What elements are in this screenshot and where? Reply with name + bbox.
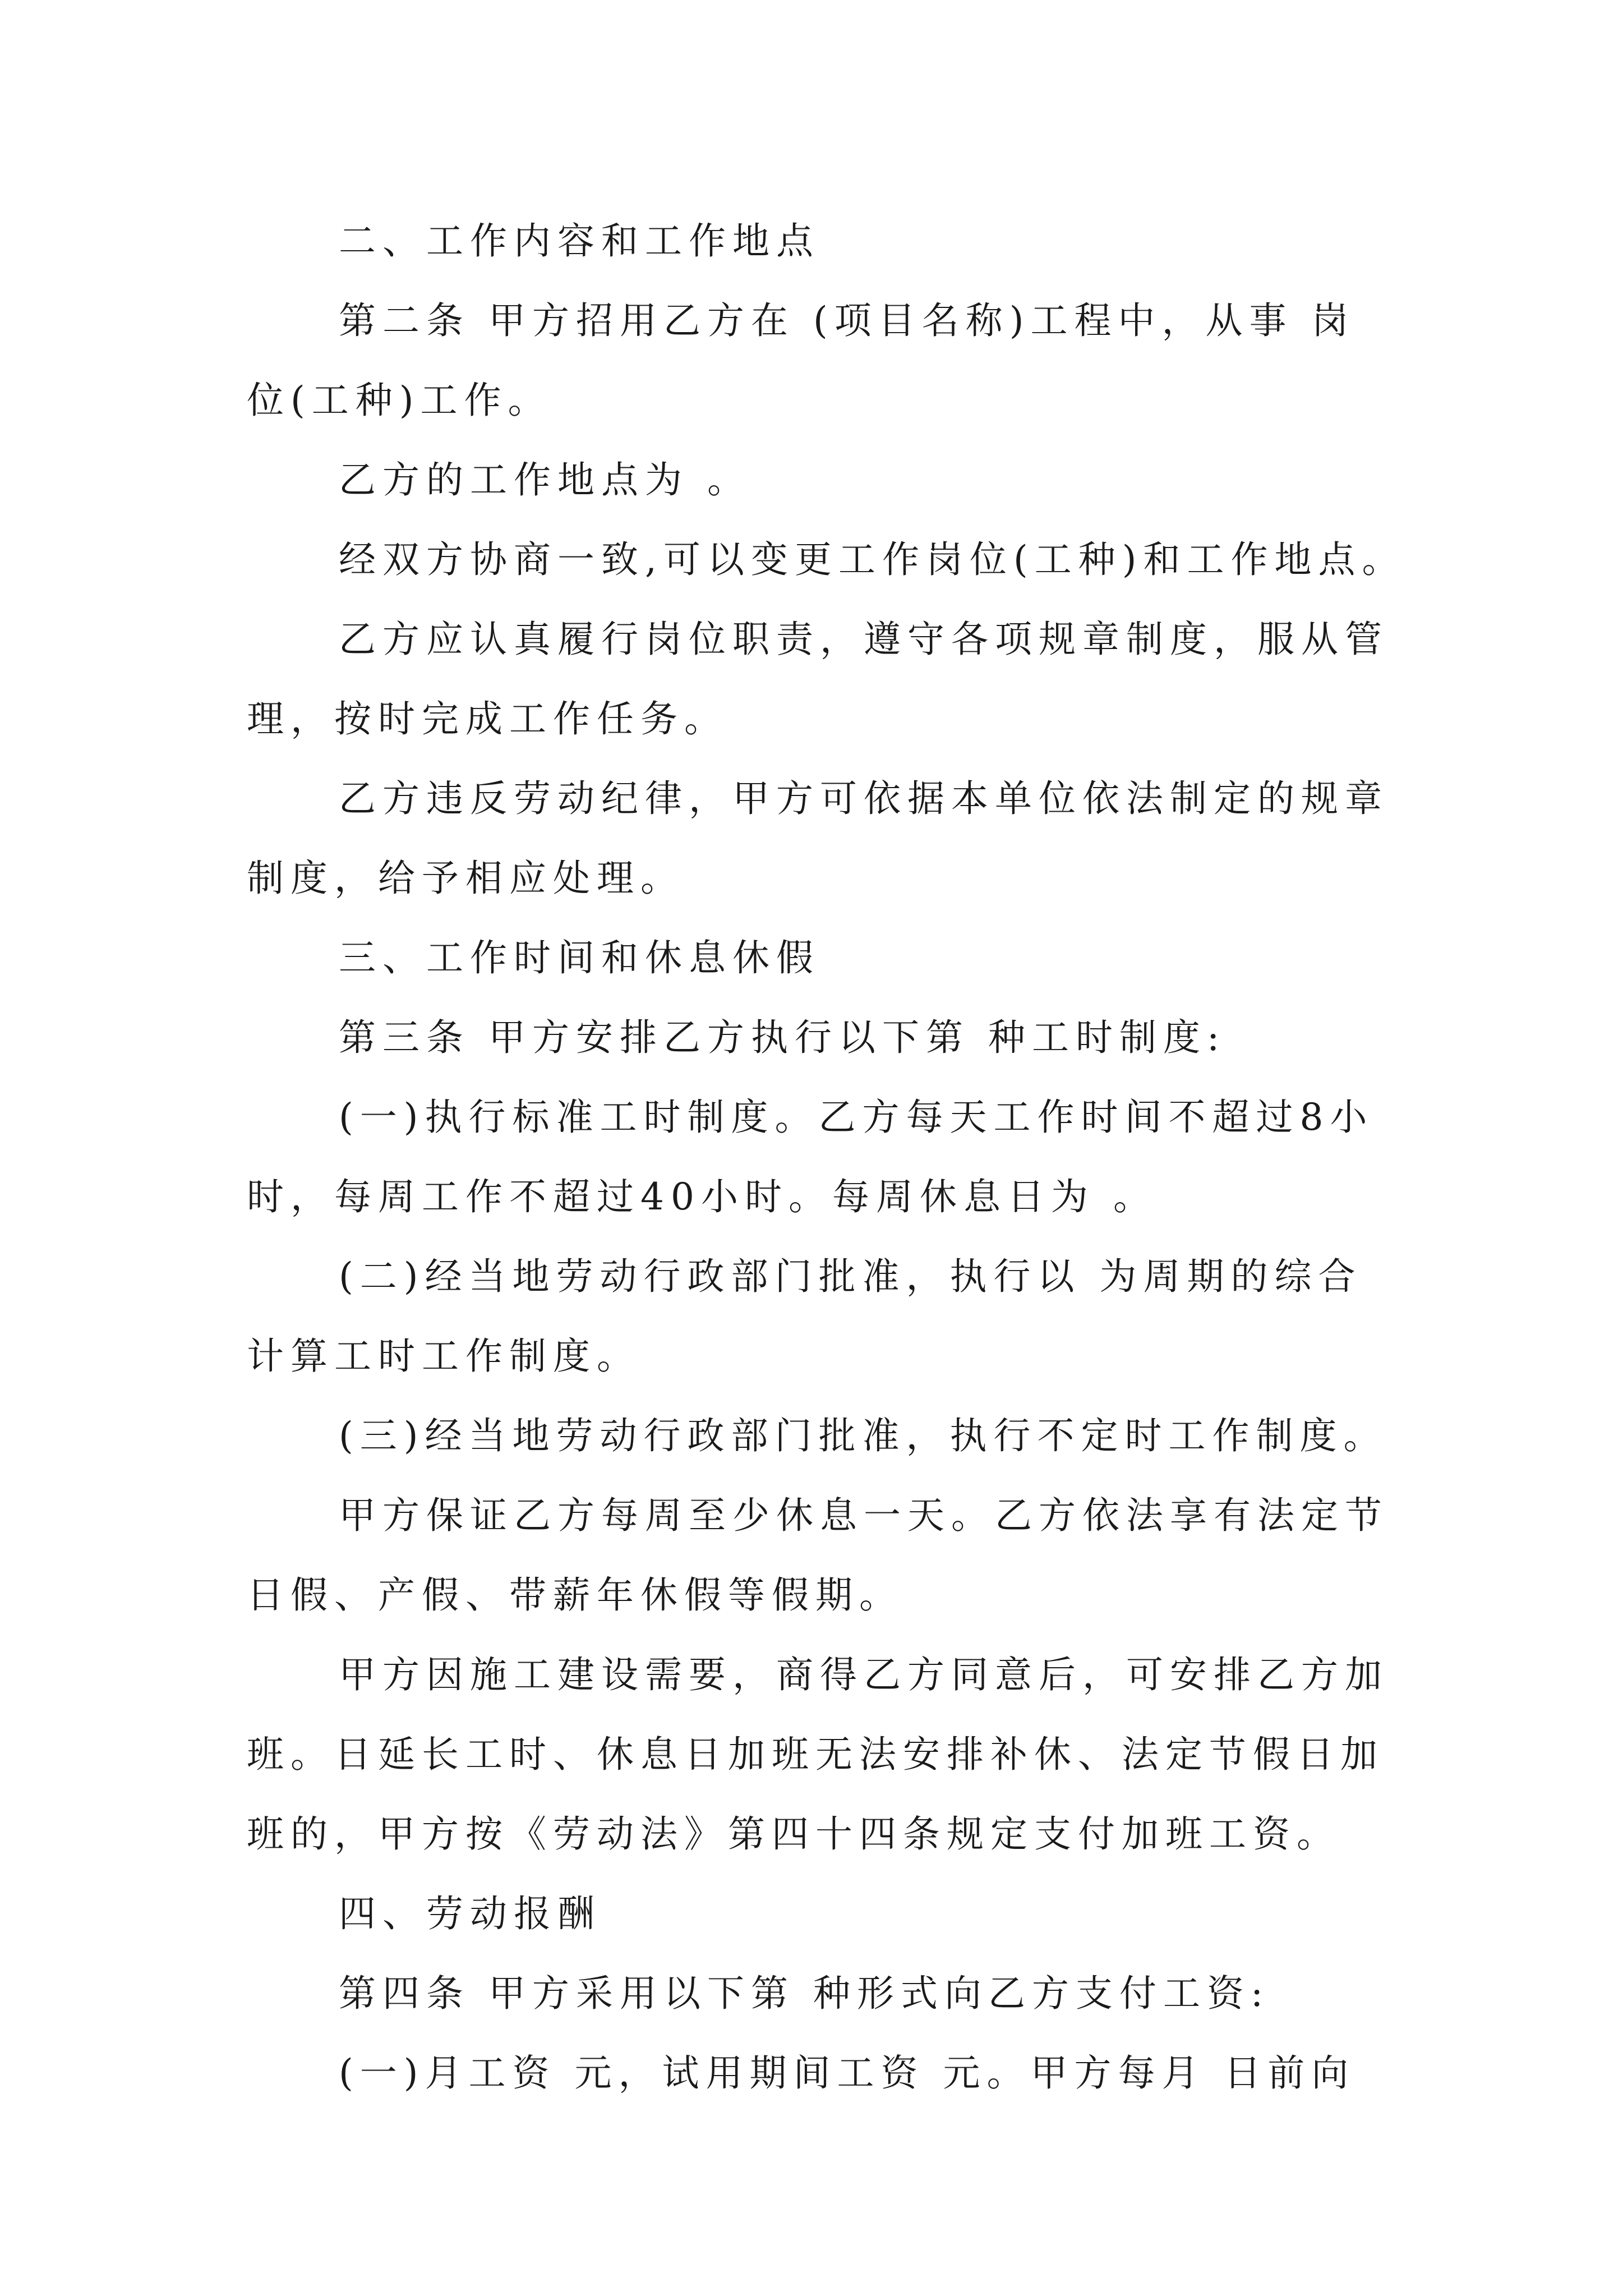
article-3-line-1: 第三条 甲方安排乙方执行以下第 种工时制度: — [339, 1016, 1227, 1059]
article-2-line-1: 第二条 甲方招用乙方在 (项目名称)工程中，从事 岗 — [339, 299, 1355, 342]
paragraph-discipline-line-2: 制度，给予相应处理。 — [247, 857, 684, 900]
paragraph-work-location: 乙方的工作地点为 。 — [339, 458, 751, 501]
paragraph-discipline-line-1: 乙方违反劳动纪律，甲方可依据本单位依法制定的规章 — [339, 777, 1389, 820]
paragraph-rest-line-2: 日假、产假、带薪年休假等假期。 — [247, 1573, 903, 1617]
clause-flexible-hours: (三)经当地劳动行政部门批准，执行不定时工作制度。 — [339, 1414, 1387, 1457]
paragraph-overtime-line-2: 班。日延长工时、休息日加班无法安排补休、法定节假日加 — [247, 1733, 1384, 1776]
paragraph-overtime-line-3: 班的，甲方按《劳动法》第四十四条规定支付加班工资。 — [247, 1812, 1340, 1856]
section-heading-2: 二、工作内容和工作地点 — [339, 219, 820, 263]
paragraph-duties-line-1: 乙方应认真履行岗位职责，遵守各项规章制度，服从管 — [339, 618, 1389, 661]
paragraph-overtime-line-1: 甲方因施工建设需要，商得乙方同意后，可安排乙方加 — [339, 1653, 1389, 1696]
article-2-line-2: 位(工种)工作。 — [247, 379, 552, 422]
paragraph-rest-line-1: 甲方保证乙方每周至少休息一天。乙方依法享有法定节 — [339, 1494, 1389, 1537]
clause-standard-hours-line-1: (一)执行标准工时制度。乙方每天工作时间不超过8小 — [339, 1096, 1374, 1139]
article-4-line-1: 第四条 甲方采用以下第 种形式向乙方支付工资: — [339, 1972, 1270, 2015]
section-heading-4: 四、劳动报酬 — [339, 1892, 601, 1935]
clause-comprehensive-hours-line-2: 计算工时工作制度。 — [247, 1335, 640, 1378]
paragraph-duties-line-2: 理，按时完成工作任务。 — [247, 697, 728, 740]
section-heading-3: 三、工作时间和休息休假 — [339, 936, 820, 979]
clause-comprehensive-hours-line-1: (二)经当地劳动行政部门批准，执行以 为周期的综合 — [339, 1255, 1362, 1298]
clause-monthly-wage-line-1: (一)月工资 元，试用期间工资 元。甲方每月 日前向 — [339, 2051, 1355, 2095]
paragraph-change-position: 经双方协商一致,可以变更工作岗位(工种)和工作地点。 — [339, 538, 1406, 581]
clause-standard-hours-line-2: 时，每周工作不超过40小时。每周休息日为 。 — [247, 1175, 1157, 1218]
